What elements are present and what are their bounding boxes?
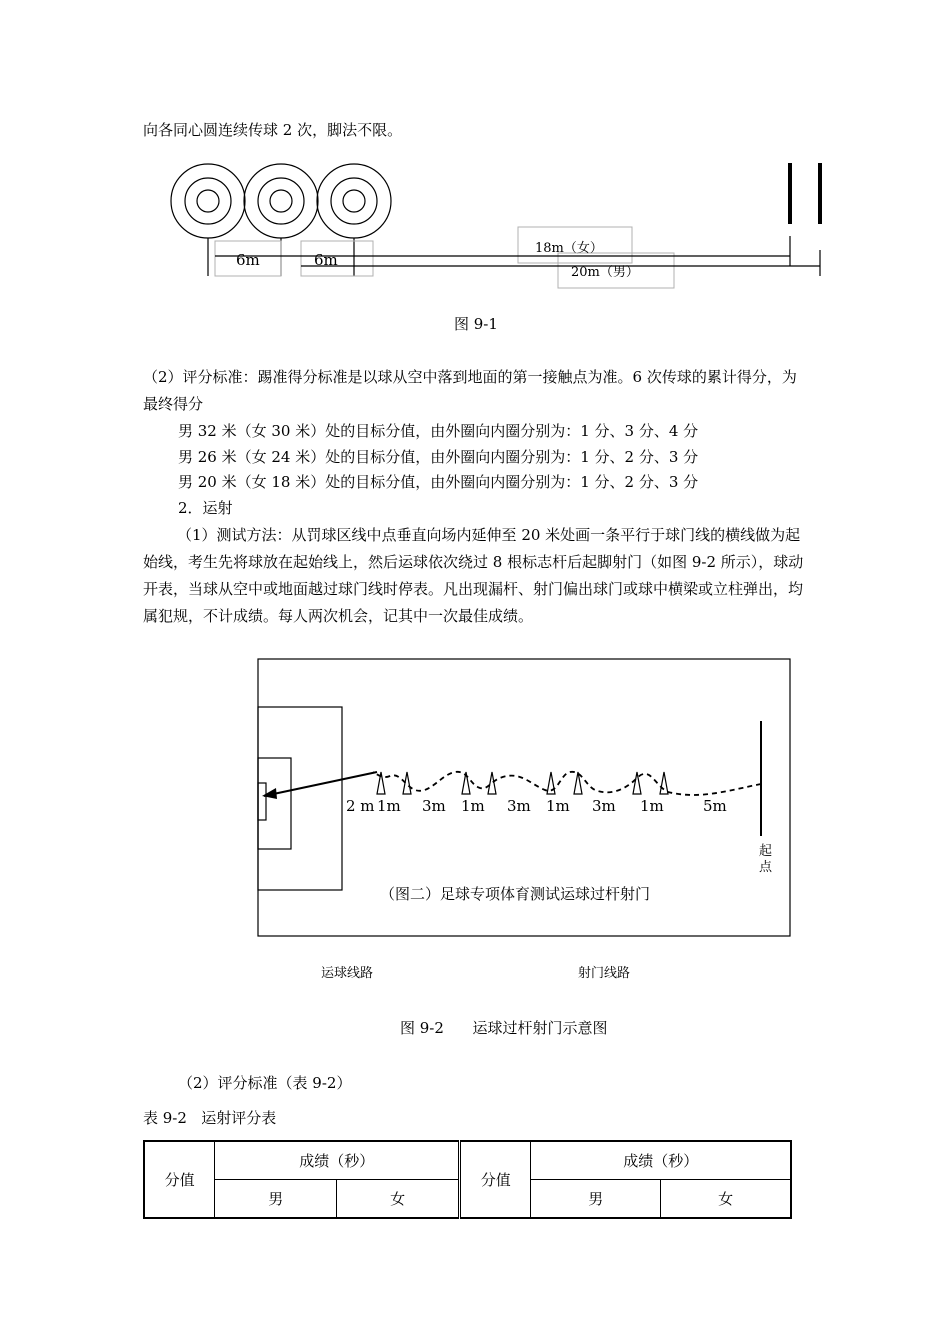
header-female-right: 女	[661, 1180, 791, 1219]
test-method-paragraph: （1）测试方法：从罚球区线中点垂直向场内延伸至 20 米处画一条平行于球门线的横线做为起始线，考生先将球放在起始线上，然后运球依次绕过 8 根标志杆后起脚射门（如图 9-2 所示），球动开表，当球从空中或地面越过球门线时停表。凡出现漏杆、射门偏出球门或球中横梁或立柱弹出，均属犯规，不计成绩。每人两次机会，记其中一次最佳成绩。	[143, 526, 804, 625]
distance-label-4: 1m	[461, 797, 485, 815]
scoring-table	[143, 1140, 792, 1219]
penalty-area	[258, 707, 342, 890]
header-male-right: 男	[531, 1180, 661, 1219]
goal-area	[258, 758, 291, 849]
intro-line: 向各同心圆连续传球 2 次，脚法不限。	[143, 121, 403, 139]
header-male-left: 男	[215, 1180, 337, 1219]
legend-shot-route: 射门线路	[578, 966, 631, 981]
figure-9-1-caption: 图 9-1	[454, 315, 498, 333]
legend-dribble-route: 运球线路	[321, 966, 374, 981]
dribble-path	[373, 772, 761, 795]
header-score-left: 分值	[144, 1141, 215, 1218]
cone-4	[488, 772, 496, 794]
shot-path	[264, 772, 377, 796]
figure-2-inner-caption: （图二）足球专项体育测试运球过杆射门	[380, 885, 651, 903]
goal	[258, 783, 266, 820]
scoring-row-1: 男 32 米（女 30 米）处的目标分值，由外圈向内圈分别为：1 分、3 分、4 分	[178, 422, 699, 440]
distance-label-1: 2 m	[346, 797, 375, 815]
cone-2	[403, 772, 411, 794]
table-title: 表 9-2 运射评分表	[143, 1109, 277, 1127]
fig1-distance-2: 6m	[314, 251, 338, 269]
distance-label-9: 5m	[703, 797, 727, 815]
fig1-male-distance: 20m（男）	[571, 265, 639, 280]
header-female-left: 女	[337, 1180, 460, 1219]
start-point-label-1: 起	[759, 844, 773, 859]
distance-label-2: 1m	[377, 797, 401, 815]
fig1-distance-1: 6m	[236, 251, 260, 269]
distance-label-6: 1m	[546, 797, 570, 815]
fig1-female-distance: 18m（女）	[535, 241, 603, 256]
header-result-left: 成绩（秒）	[215, 1141, 460, 1180]
start-point-label-2: 点	[759, 860, 773, 875]
scoring-standard-heading: （2）评分标准：踢准得分标准是以球从空中落到地面的第一接触点为准。6 次传球的累计得分，为最终得分	[143, 368, 797, 413]
scoring-row-3: 男 20 米（女 18 米）处的目标分值，由外圈向内圈分别为：1 分、2 分、3 分	[178, 473, 699, 491]
distance-label-3: 3m	[422, 797, 446, 815]
distance-label-8: 1m	[640, 797, 664, 815]
figure-9-2-caption: 图 9-2 运球过杆射门示意图	[400, 1019, 608, 1037]
scoring-standard-2-heading: （2）评分标准（表 9-2）	[178, 1074, 352, 1092]
section-2-title: 2．运射	[178, 499, 233, 517]
header-result-right: 成绩（秒）	[531, 1141, 791, 1180]
distance-label-5: 3m	[507, 797, 531, 815]
cone-8	[660, 772, 668, 794]
scoring-row-2: 男 26 米（女 24 米）处的目标分值，由外圈向内圈分别为：1 分、2 分、3 分	[178, 448, 699, 466]
header-score-right: 分值	[460, 1141, 531, 1218]
cones	[377, 772, 668, 794]
distance-label-7: 3m	[592, 797, 616, 815]
